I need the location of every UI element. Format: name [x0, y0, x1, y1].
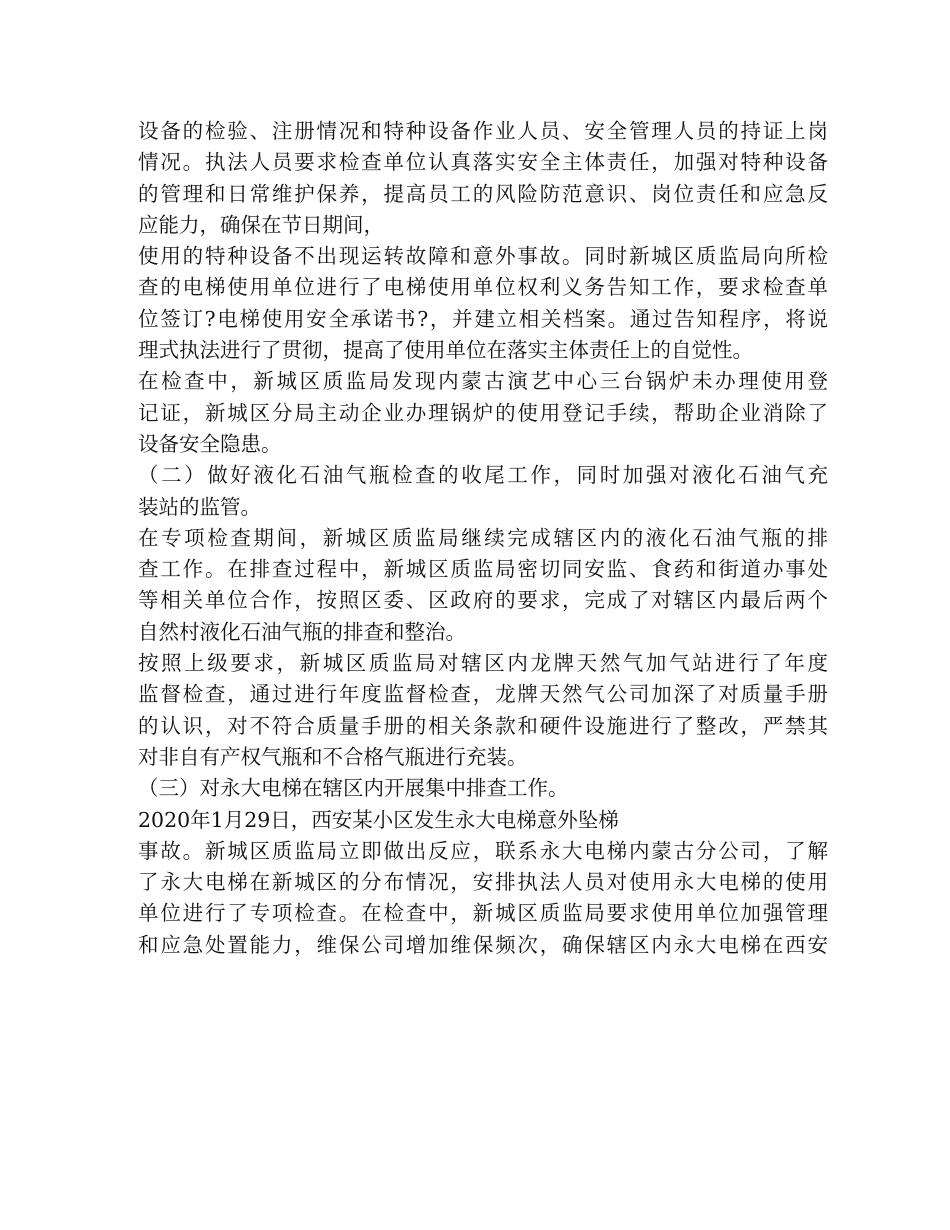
text-line: 对非自有产权气瓶和不合格气瓶进行充装。 — [138, 744, 528, 769]
text-line: 监督检查，通过进行年度监督检查，龙牌天然气公司加深了对质量手册 — [138, 682, 828, 707]
text-line: 事故。新城区质监局立即做出反应，联系永大电梯内蒙古分公司，了解 — [138, 838, 828, 863]
text-line: 使用的特种设备不出现运转故障和意外事故。同时新城区质监局向所检 — [138, 244, 828, 269]
text-line: 和应急处置能力，维保公司增加维保频次，确保辖区内永大电梯在西安 — [138, 932, 828, 957]
text-line: 等相关单位合作，按照区委、区政府的要求，完成了对辖区内最后两个 — [138, 588, 828, 613]
text-line: 的管理和日常维护保养，提高员工的风险防范意识、岗位责任和应急反 — [138, 181, 828, 206]
text-line: 查的电梯使用单位进行了电梯使用单位权利义务告知工作，要求检查单 — [138, 275, 828, 300]
text-line: 在专项检查期间，新城区质监局继续完成辖区内的液化石油气瓶的排 — [138, 525, 828, 550]
text-line: 设备的检验、注册情况和特种设备作业人员、安全管理人员的持证上岗 — [138, 119, 828, 143]
text-line: 自然村液化石油气瓶的排查和整治。 — [138, 619, 466, 644]
body-text — [138, 116, 828, 961]
text-line: 记证，新城区分局主动企业办理锅炉的使用登记手续，帮助企业消除了 — [138, 400, 828, 425]
text-line: 应能力，确保在节日期间， — [138, 212, 384, 237]
text-line: 装站的监管。 — [138, 494, 261, 519]
text-line: 的认识，对不符合质量手册的相关条款和硬件设施进行了整改，严禁其 — [138, 713, 828, 738]
text-line: 按照上级要求，新城区质监局对辖区内龙牌天然气加气站进行了年度 — [138, 651, 828, 676]
text-line: （三）对永大电梯在辖区内开展集中排查工作。 — [138, 776, 569, 801]
text-line: 单位进行了专项检查。在检查中，新城区质监局要求使用单位加强管理 — [138, 901, 828, 926]
text-line: 理式执法进行了贯彻，提高了使用单位在落实主体责任上的自觉性。 — [138, 338, 753, 363]
text-line: 在检查中，新城区质监局发现内蒙古演艺中心三台锅炉未办理使用登 — [138, 369, 828, 394]
text-line: （二）做好液化石油气瓶检查的收尾工作，同时加强对液化石油气充 — [138, 463, 828, 488]
text-line: 情况。执法人员要求检查单位认真落实安全主体责任，加强对特种设备 — [138, 150, 828, 175]
text-line: 查工作。在排查过程中，新城区质监局密切同安监、食药和街道办事处 — [138, 557, 828, 582]
text-line: 了永大电梯在新城区的分布情况，安排执法人员对使用永大电梯的使用 — [138, 870, 828, 895]
text-line: 位签订?电梯使用安全承诺书?，并建立相关档案。通过告知程序，将说 — [138, 306, 828, 331]
text-line: 2020年1月29日，西安某小区发生永大电梯意外坠梯 — [138, 807, 619, 832]
text-line: 设备安全隐患。 — [138, 431, 282, 456]
